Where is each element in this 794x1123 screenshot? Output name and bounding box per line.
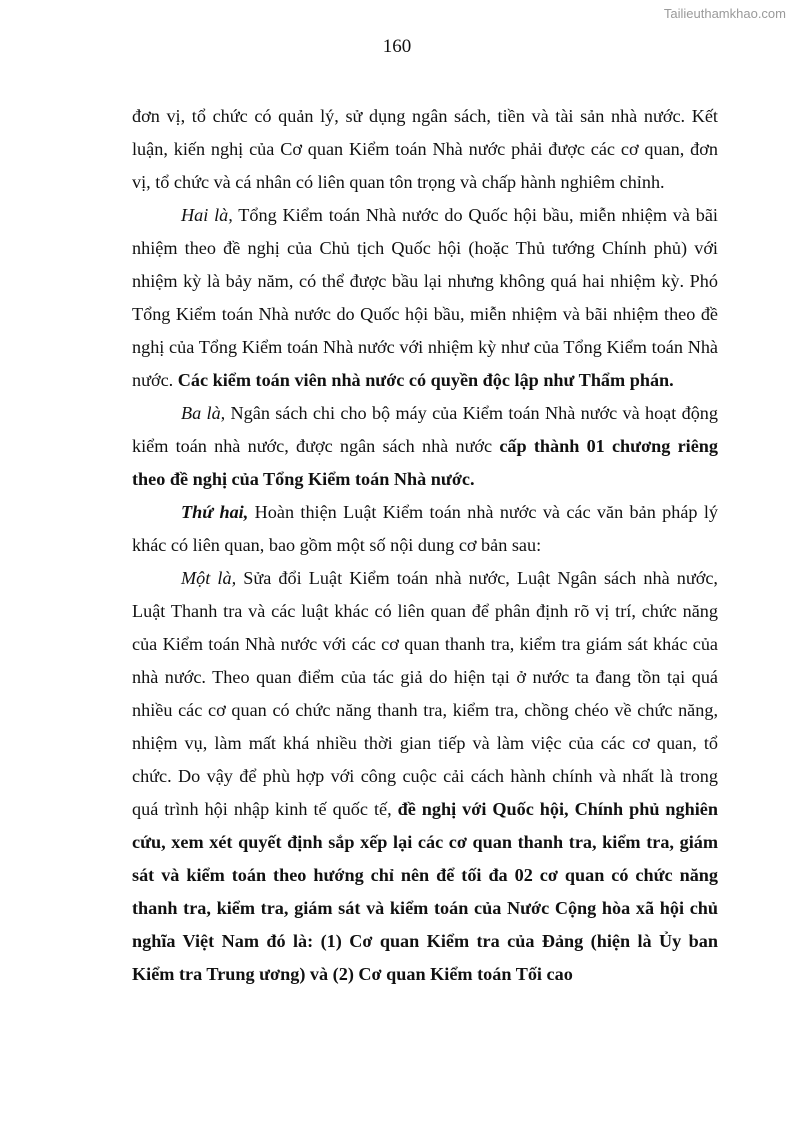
- paragraph-5-lead: Một là,: [181, 568, 237, 588]
- paragraph-4-lead: Thứ hai,: [181, 502, 249, 522]
- page-number: 160: [382, 36, 412, 57]
- paragraph-1-text: đơn vị, tổ chức có quản lý, sử dụng ngân sách, tiền và tài sản nhà nước. Kết luận, kiến nghị của Cơ quan Kiểm toán Nhà nước phải được các cơ quan, đơn vị, tổ chức và cá nhân có liên quan tôn trọng và chấp hành nghiêm chỉnh.: [132, 106, 718, 192]
- paragraph-3: [132, 397, 718, 496]
- paragraph-5: [132, 562, 718, 991]
- paragraph-2: [132, 199, 718, 397]
- paragraph-5-emphasis: đề nghị với Quốc hội, Chính phủ nghiên cứu, xem xét quyết định sắp xếp lại các cơ quan thanh tra, kiểm tra, giám sát và kiểm toán theo hướng chỉ nên để tối đa 02 cơ quan có chức năng thanh tra, kiểm tra, giám sát và kiểm toán của Nước Cộng hòa xã hội chủ nghĩa Việt Nam đó là: (1) Cơ quan Kiểm tra của Đảng (hiện là Ủy ban Kiểm tra Trung ương) và (2) Cơ quan Kiểm toán Tối cao: [132, 799, 718, 984]
- paragraph-5-text: Sửa đổi Luật Kiểm toán nhà nước, Luật Ngân sách nhà nước, Luật Thanh tra và các luật khác có liên quan để phân định rõ vị trí, chức năng của Kiểm toán Nhà nước với các cơ quan thanh tra, kiểm tra giám sát khác của nhà nước. Theo quan điểm của tác giả do hiện tại ở nước ta đang tồn tại quá nhiều các cơ quan có chức năng thanh tra, kiểm tra, chồng chéo về chức năng, nhiệm vụ, làm mất khá nhiều thời gian tiếp và làm việc của các cơ quan, tổ chức. Do vậy để phù hợp với công cuộc cải cách hành chính và nhất là trong quá trình hội nhập kinh tế quốc tế,: [132, 568, 718, 819]
- paragraph-3-lead: Ba là,: [181, 403, 226, 423]
- watermark: Tailieuthamkhao.com: [663, 6, 786, 21]
- paragraph-2-lead: Hai là,: [181, 205, 233, 225]
- body-text: [132, 100, 718, 991]
- paragraph-1: [132, 100, 718, 199]
- paragraph-2-text: Tổng Kiểm toán Nhà nước do Quốc hội bầu, miễn nhiệm và bãi nhiệm theo đề nghị của Chủ tịch Quốc hội (hoặc Thủ tướng Chính phủ) với nhiệm kỳ là bảy năm, có thể được bầu lại nhưng không quá hai nhiệm kỳ. Phó Tổng Kiểm toán Nhà nước do Quốc hội bầu, miễn nhiệm và bãi nhiệm theo đề nghị của Tổng Kiểm toán Nhà nước với nhiệm kỳ như của Tổng Kiểm toán Nhà nước.: [132, 205, 718, 390]
- paragraph-2-emphasis: Các kiểm toán viên nhà nước có quyền độc lập như Thẩm phán.: [177, 370, 674, 390]
- paragraph-4-text: Hoàn thiện Luật Kiểm toán nhà nước và các văn bản pháp lý khác có liên quan, bao gồm một số nội dung cơ bản sau:: [132, 502, 718, 555]
- paragraph-3-emphasis: cấp thành 01 chương riêng theo đề nghị của Tổng Kiểm toán Nhà nước.: [132, 436, 718, 489]
- paragraph-3-text: Ngân sách chi cho bộ máy của Kiểm toán Nhà nước và hoạt động kiểm toán nhà nước, được ngân sách nhà nước: [132, 403, 718, 456]
- paragraph-4: [132, 496, 718, 562]
